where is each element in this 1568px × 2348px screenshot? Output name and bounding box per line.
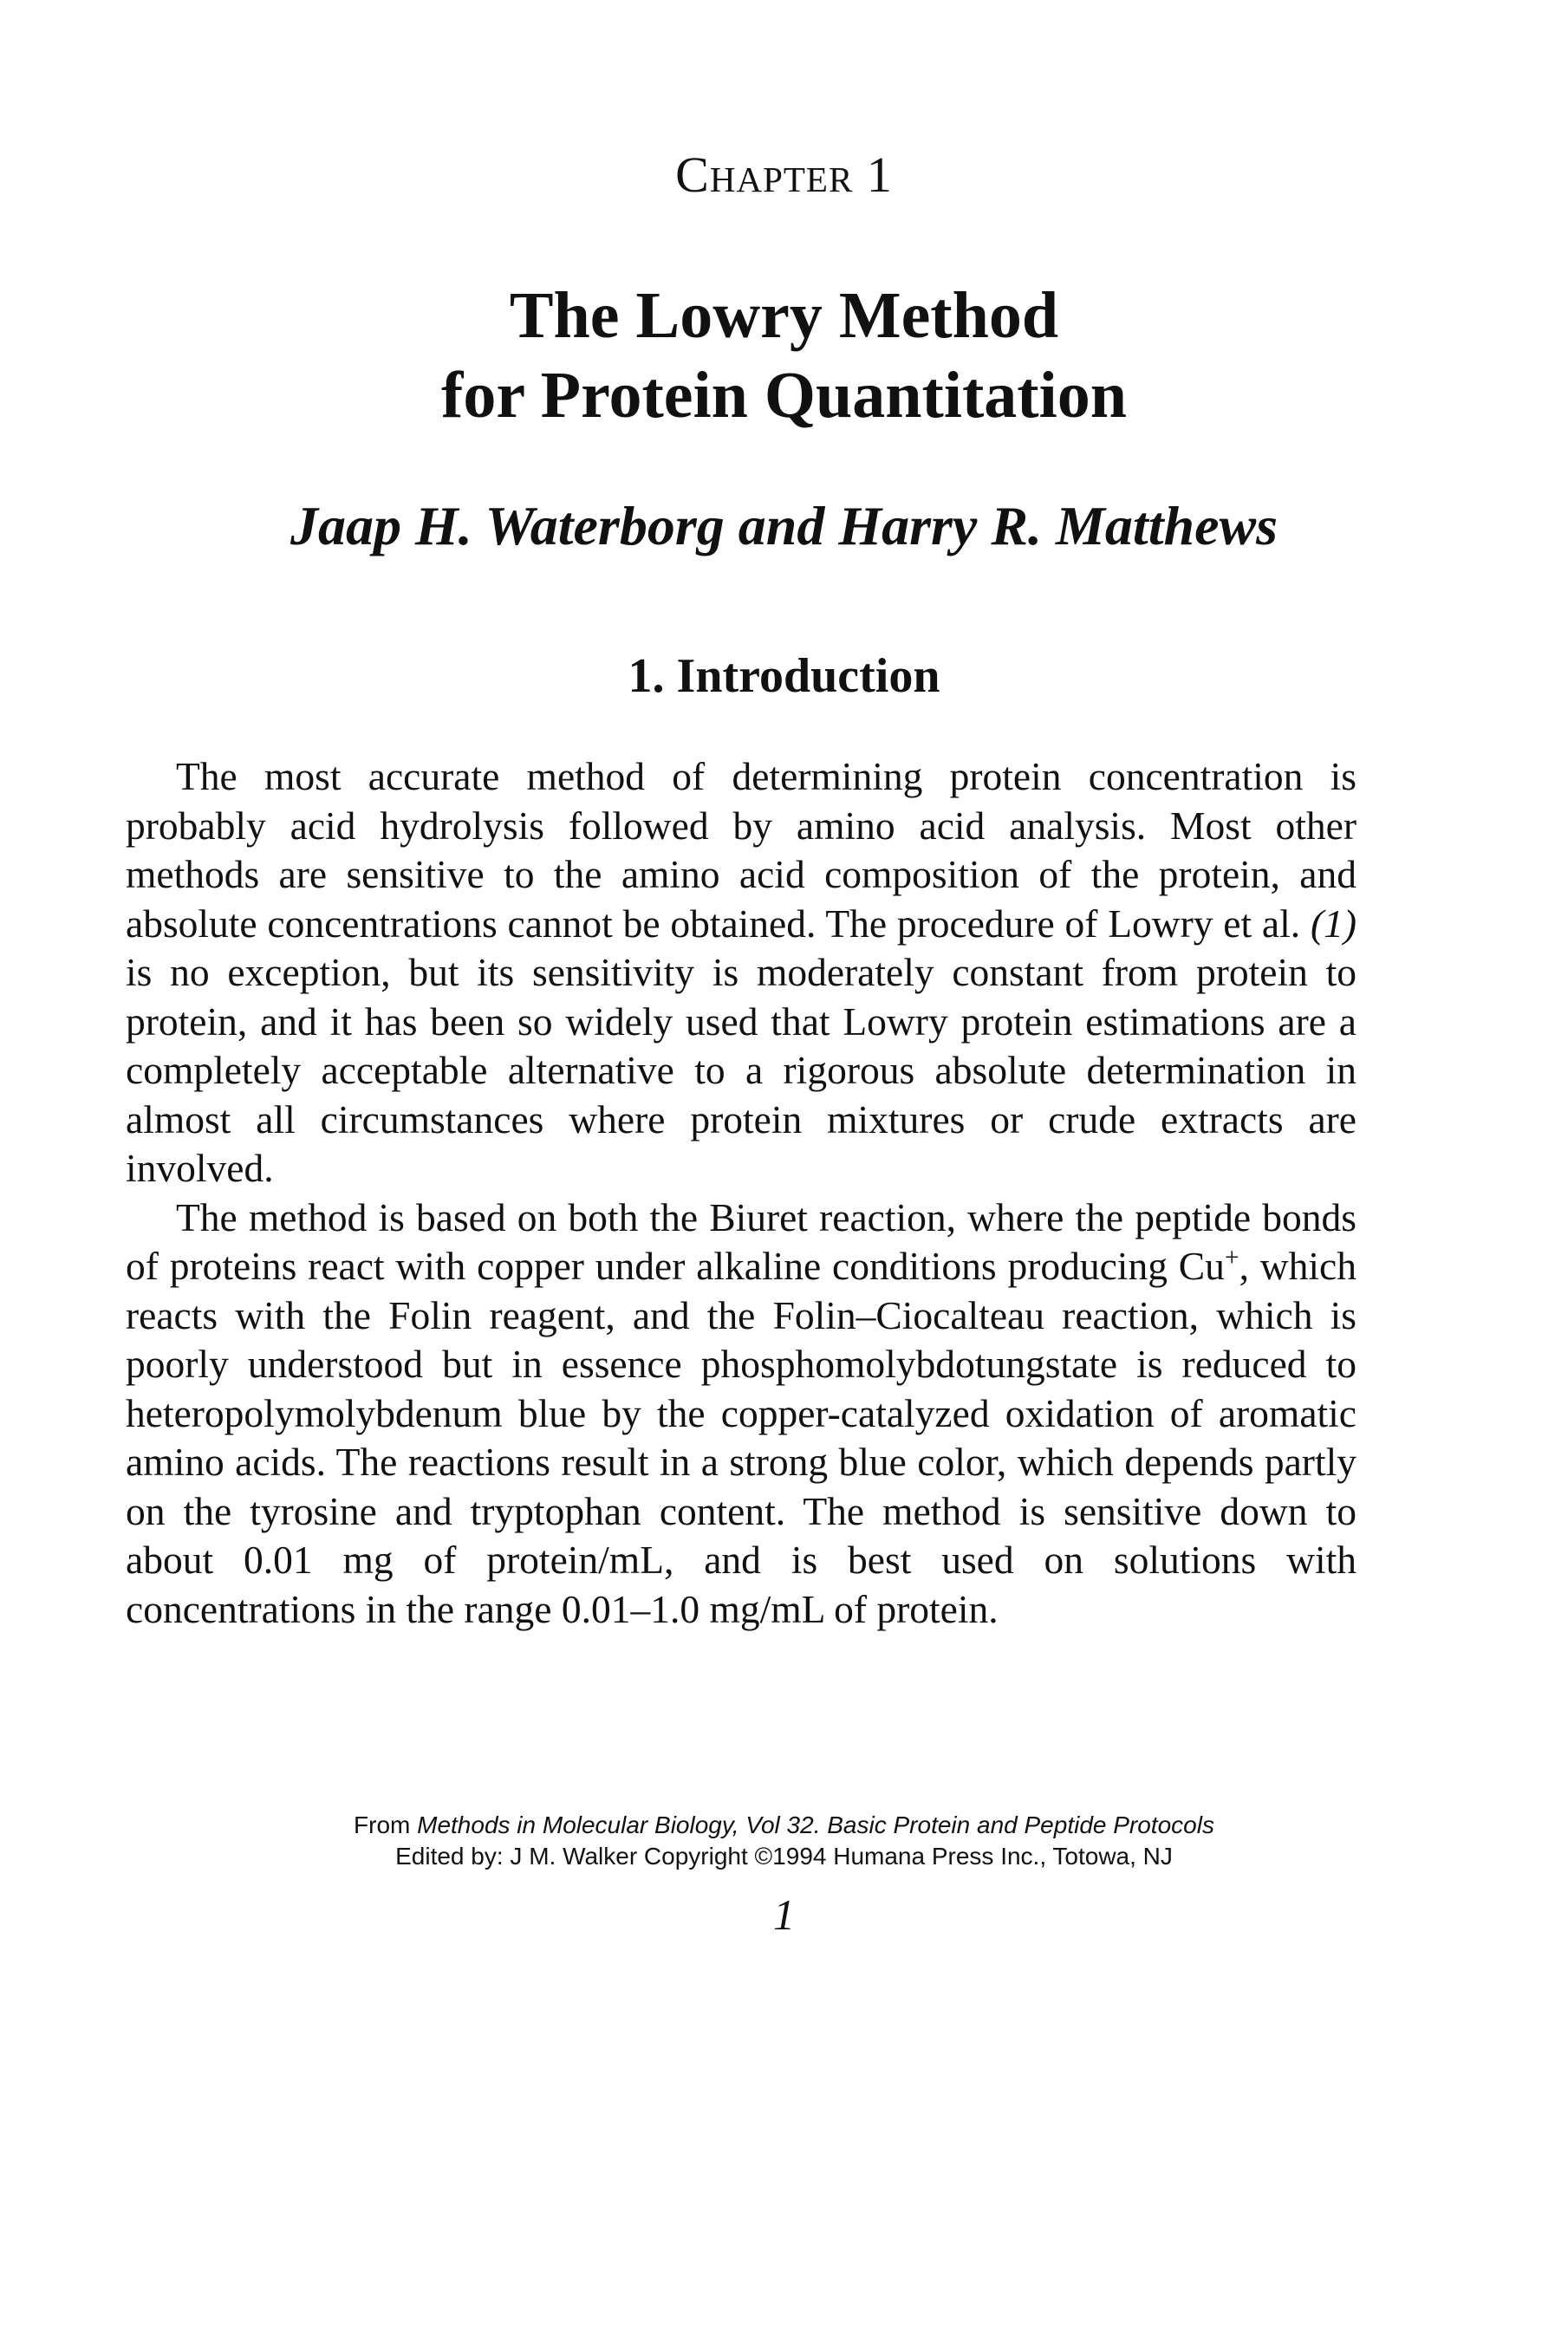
footer-source: Methods in Molecular Biology, Vol 32. Basic Protein and Peptide Protocols (417, 1811, 1214, 1838)
footer-prefix: From (354, 1811, 418, 1838)
paragraph-1 (126, 752, 1357, 1194)
title-line-2: for Protein Quantitation (441, 359, 1127, 432)
page-number: 1 (773, 1890, 795, 1939)
chapter-title (0, 276, 1568, 435)
author-names: Jaap H. Waterborg and Harry R. Matthews (290, 495, 1278, 556)
source-footer (0, 1810, 1568, 1872)
paragraph-2 (126, 1194, 1357, 1635)
superscript-charge: + (1224, 1243, 1239, 1272)
paragraph-1-part-2: is no exception, but its sensitivity is moderately constant from protein to protein, and it has been so widely used that Lowry protein estimations are a completely acceptable alternative to a rigorous absolute determination in almost all circumstances where protein mixtures or crude extracts are involved. (126, 950, 1357, 1190)
paragraph-2-part-1: The method is based on both the Biuret reaction, where the peptide bonds of proteins react with copper under alkaline conditions producing Cu (126, 1194, 1357, 1288)
chapter-label: Chapter 1 (675, 146, 893, 203)
footer-line-1 (0, 1810, 1568, 1841)
section-heading: 1. Introduction (628, 649, 940, 703)
citation-reference: (1) (1310, 901, 1357, 946)
body-text (126, 752, 1357, 1634)
footer-line-2: Edited by: J M. Walker Copyright ©1994 Humana Press Inc., Totowa, NJ (395, 1843, 1173, 1870)
paragraph-1-part-1: The most accurate method of determining protein concentration is probably acid hydrolysis followed by amino acid analysis. Most other methods are sensitive to the amino acid composition of the protein, and absolute concentrations cannot be obtained. The procedure of Lowry et al. (126, 754, 1357, 946)
paragraph-2-part-2: , which reacts with the Folin reagent, and the Folin–Ciocalteau reaction, which is poorly understood but in essence phosphomolybdotungstate is reduced to heteropolymolybdenum blue by the copper-catalyzed oxidation of aromatic amino acids. The reactions result in a strong blue color, which depends partly on the tyrosine and tryptophan content. The method is sensitive down to about 0.01 mg of protein/mL, and is best used on solutions with concentrations in the range 0.01–1.0 mg/mL of protein. (126, 1244, 1357, 1631)
title-line-1: The Lowry Method (509, 279, 1059, 352)
